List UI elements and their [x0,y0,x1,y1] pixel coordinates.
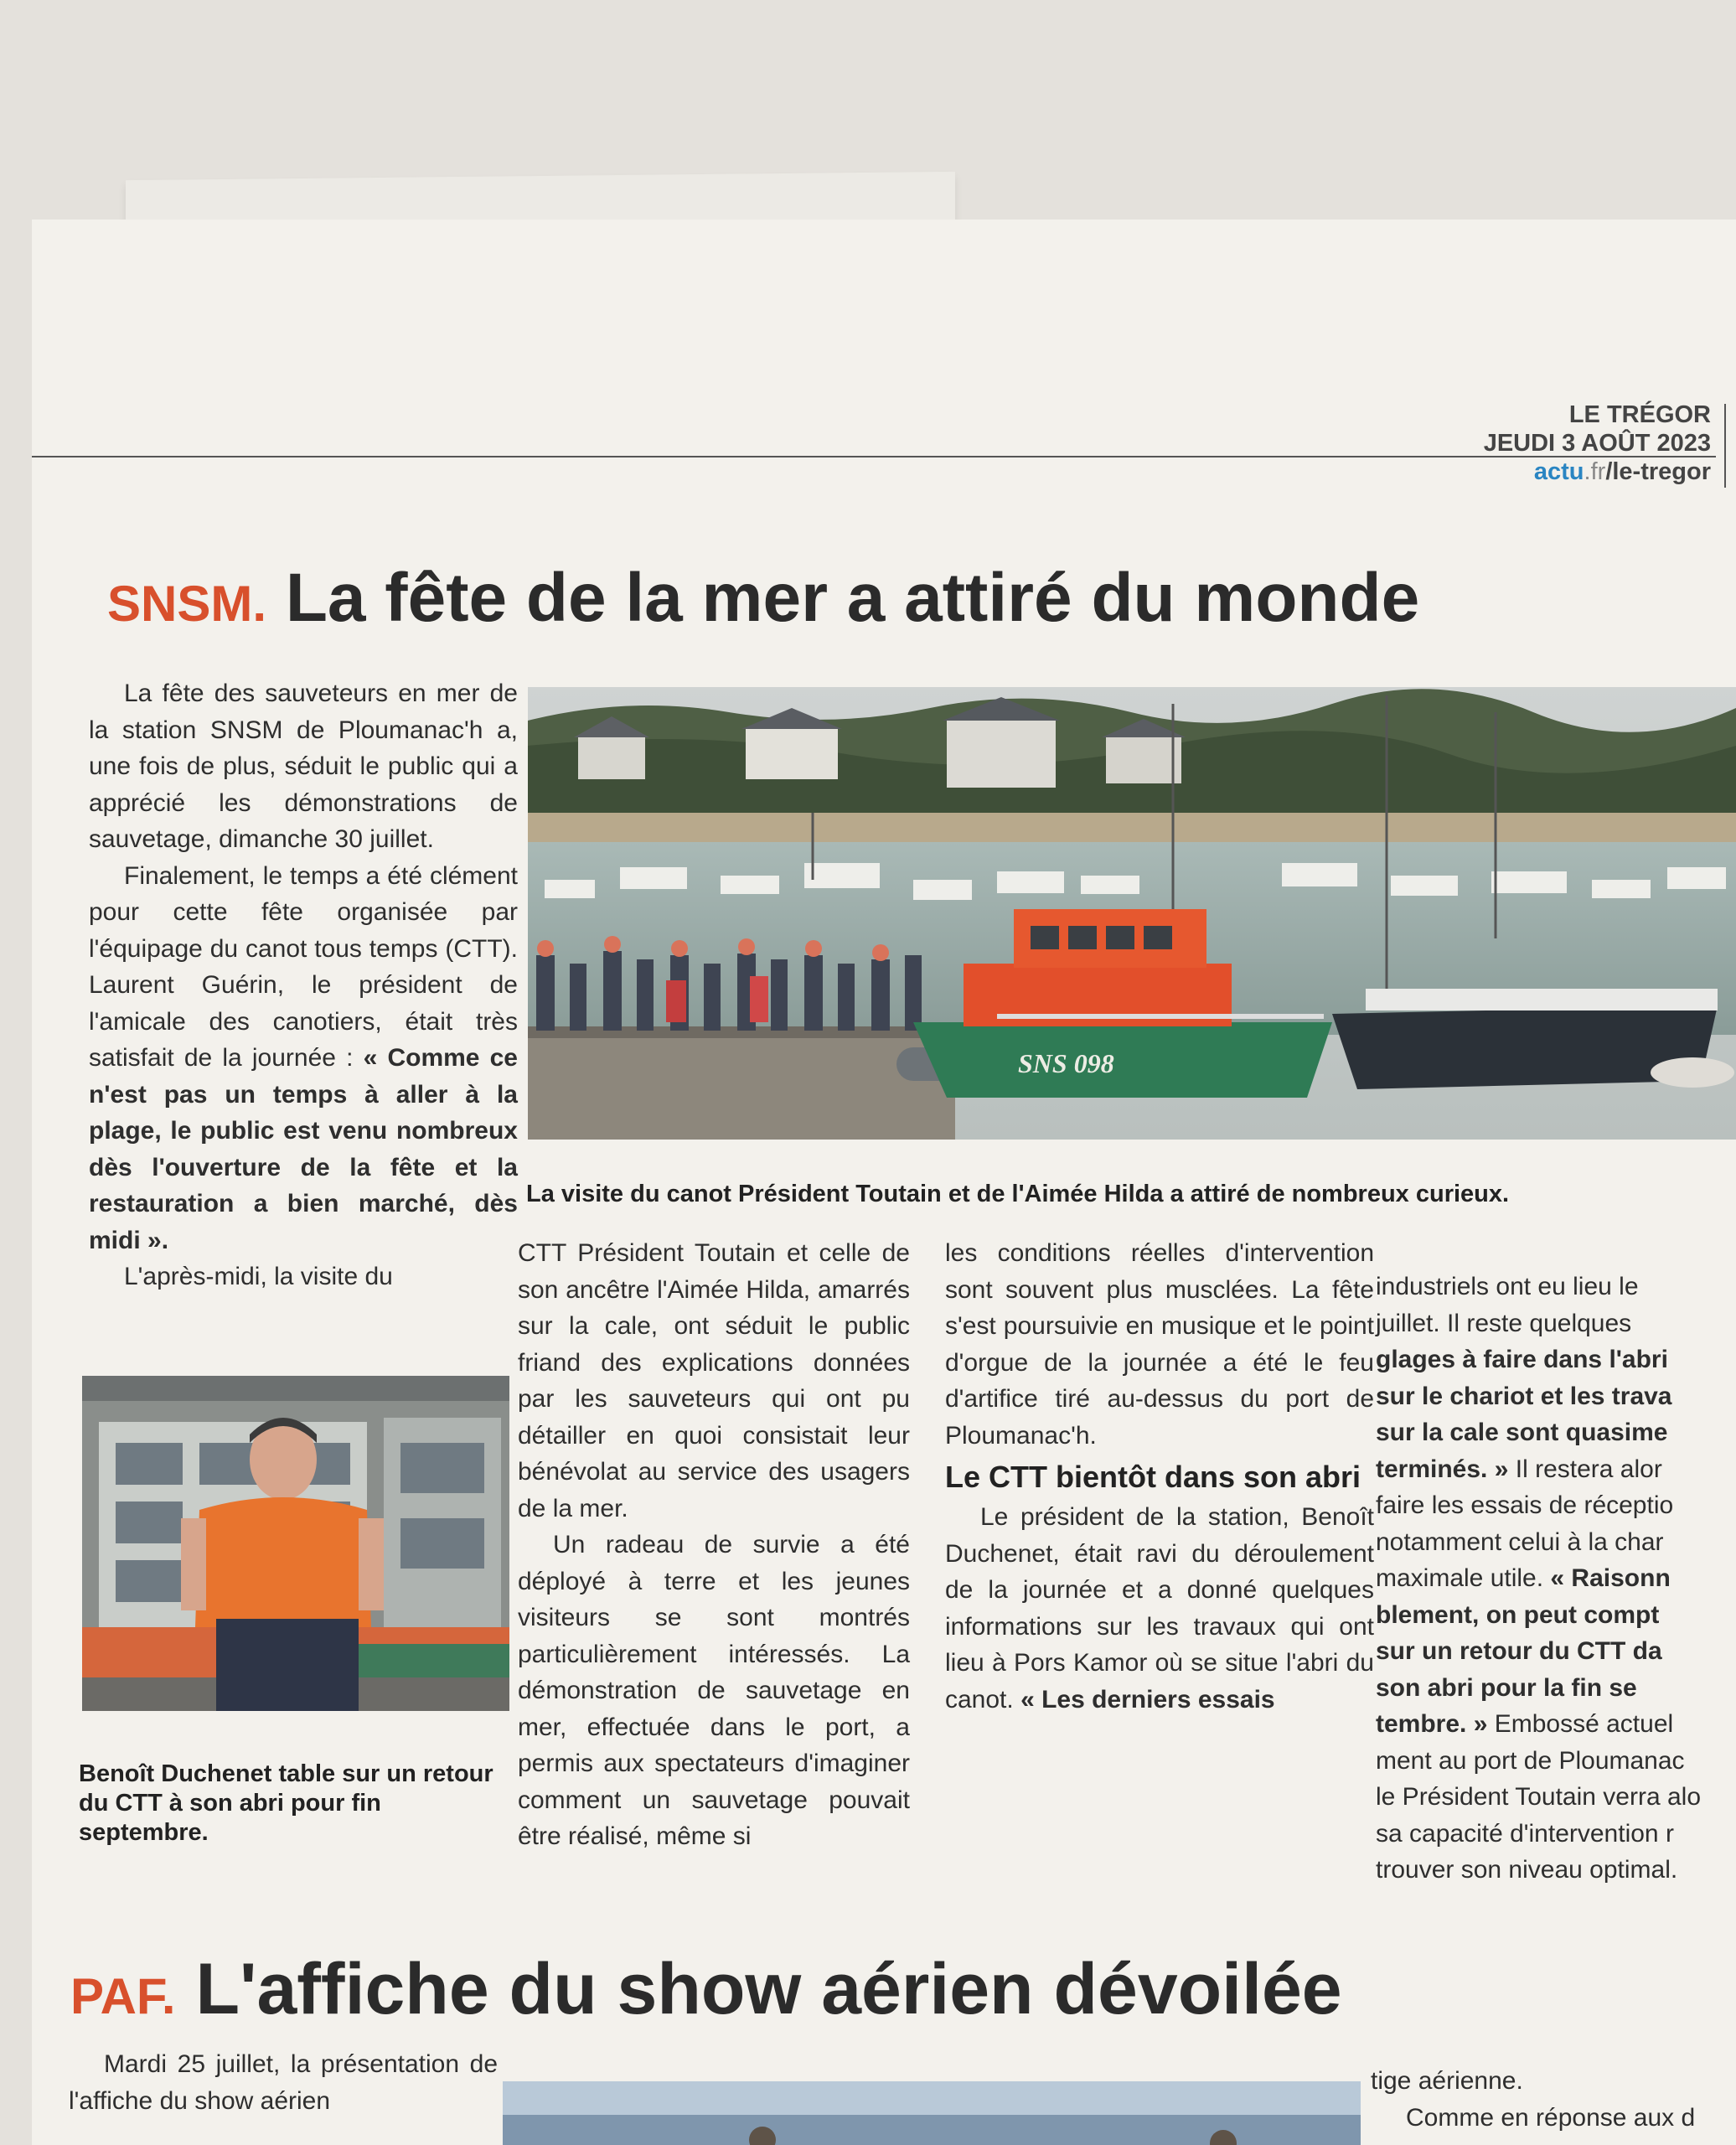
duchenet-photo [82,1376,509,1711]
column4-line: sur le chariot et les trava [1376,1382,1672,1410]
column4-line [1376,1706,1736,1743]
harbour-photo-art [528,687,1736,1140]
column4-line [1376,1451,1736,1488]
column4-line: blement, on peut compt [1376,1600,1660,1629]
column4-quote-start: « Raisonn [1550,1564,1671,1592]
air-show-photo-art [503,2081,1361,2145]
column2-paragraph-2: Un radeau de survie a été déployé à terre et les jeunes visiteurs se sont montrés particulièrement intéressés. La démonstration de sauvetage en mer, effectuée dans le port, a permis aux spectateurs d'imaginer comment un sauvetage pouvait être réalisé, même si [518,1531,910,1850]
column4-line: notamment celui à la char [1376,1527,1664,1556]
column4-line: glages à faire dans l'abri [1376,1346,1668,1373]
masthead-divider [1724,404,1726,488]
column2-paragraph-1: CTT Président Toutain et celle de son ancêtre l'Aimée Hilda, amarrés sur la cale, ont séduit le public friand des explications données par les sauveteurs qui ont pu détailler en quoi consistait leur bénévolat au service des usagers de la mer. [518,1239,910,1522]
column4-line: trouver son niveau optimal. [1376,1856,1678,1884]
column3-paragraph-2 [945,1499,1374,1718]
column4-line: ment au port de Ploumanac [1376,1746,1685,1775]
column4-line: sa capacité d'intervention r [1376,1819,1674,1848]
harbour-photo [528,687,1736,1140]
section-name: LE TRÉGOR [1568,401,1711,428]
article1-paragraph-2 [89,858,518,1259]
air-show-photo [503,2081,1361,2145]
article2-paragraph-1: Mardi 25 juillet, la présentation de l'affiche du show aérien [69,2050,498,2115]
url-brand: actu [1533,458,1584,485]
article1-kicker: SNSM. [107,576,267,632]
column4-text: Il restera alor [1508,1455,1662,1483]
laurent-guerin-quote: « Comme ce n'est pas un temps à aller à la plage, le public est venu nombreux dès l'ouverture de la fête et la restauration a bien marché, dès midi ». [89,1044,518,1254]
masthead [1484,401,1711,486]
website-url[interactable] [1484,457,1711,486]
harbour-photo-caption: La visite du canot Président Toutain et de l'Aimée Hilda a attiré de nombreux curieux. [526,1181,1510,1207]
column4-line: sur la cale sont quasime [1376,1419,1668,1446]
column4-line: le Président Toutain verra alo [1376,1783,1702,1811]
article1-column-4 [1376,1269,1736,1889]
column4-line: faire les essais de réceptio [1376,1491,1674,1519]
article2-line: tige aérienne. [1371,2067,1523,2095]
column4-text: Embossé actuel [1487,1710,1674,1738]
column4-line: industriels ont eu lieu le [1376,1273,1639,1300]
article1-column-3 [945,1235,1374,1718]
url-tld: .fr [1584,458,1606,485]
column4-line [1376,1560,1736,1597]
article1-column-1 [89,675,518,1295]
article2-line: Comme en réponse aux d [1406,2103,1696,2132]
article1-paragraph-3: L'après-midi, la visite du [124,1263,393,1290]
article2-column-1 [69,2046,498,2119]
paragraph-2-text: Finalement, le temps a été clément pour cette fête organisée par l'équipage du canot tous temps (CTT). Laurent Guérin, le président de l'amicale des canotiers, était très satisfait de la journée : [89,861,518,1072]
article2-title: L'affiche du show aérien dévoilée [195,1949,1342,2029]
issue-date: JEUDI 3 AOÛT 2023 [1483,430,1711,457]
article2-kicker: PAF. [70,1968,176,2024]
article2-column-3 [1371,2063,1736,2136]
column4-line: juillet. Il reste quelques [1376,1309,1632,1337]
column4-line: son abri pour la fin se [1376,1673,1637,1702]
column3-paragraph-1: les conditions réelles d'intervention sont souvent plus musclées. La fête s'est poursuivie en musique et le point d'orgue de la journée a été le feu d'artifice tiré au-dessus du port de Ploumanac'h. [945,1239,1374,1450]
newspaper-page [32,220,1736,2145]
column3-text: Le président de la station, Benoît Duchenet, était ravi du déroulement de la journée et a donné quelques informations sur les travaux qui ont lieu à Pors Kamor où se situe l'abri du canot. [945,1503,1374,1713]
top-rule [32,456,1716,457]
article1-title: La fête de la mer a attiré du monde [285,560,1420,636]
column4-line: sur un retour du CTT da [1376,1637,1662,1665]
duchenet-photo-caption: Benoît Duchenet table sur un retour du CTT à son abri pour fin septembre. [79,1760,493,1846]
hull-number: SNS 098 [1018,1048,1114,1078]
url-path: /le-tregor [1605,458,1711,485]
article2-headline [70,1947,1342,2039]
column3-quote: « Les derniers essais [1020,1685,1275,1713]
column4-quote-end: terminés. » [1376,1455,1509,1483]
duchenet-photo-art [82,1376,509,1711]
article1-headline [107,556,1419,646]
column4-quote-end: tembre. » [1376,1710,1488,1738]
column3-subheading: Le CTT bientôt dans son abri [945,1460,1361,1494]
article1-column-2 [518,1235,910,1855]
article1-paragraph-1: La fête des sauveteurs en mer de la station SNSM de Ploumanac'h a, une fois de plus, séduit le public qui a apprécié les démonstrations de sauvetage, dimanche 30 juillet. [89,680,518,853]
column4-text: maximale utile. [1376,1564,1551,1592]
